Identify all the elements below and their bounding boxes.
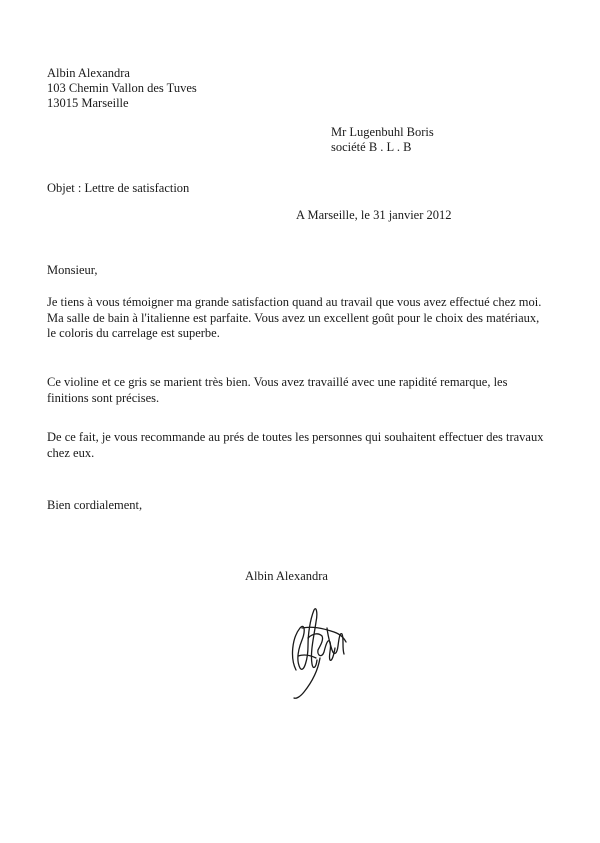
place-date: A Marseille, le 31 janvier 2012 bbox=[296, 208, 452, 222]
recipient-company: société B . L . B bbox=[331, 140, 412, 154]
sender-street: 103 Chemin Vallon des Tuves bbox=[47, 81, 197, 95]
paragraph-line: De ce fait, je vous recommande au prés de toutes les personnes qui souhaitent effectuer des travaux bbox=[47, 430, 544, 444]
paragraph-3 bbox=[47, 430, 543, 461]
paragraph-line: Je tiens à vous témoigner ma grande satisfaction quand au travail que vous avez effectué chez moi. bbox=[47, 295, 542, 309]
paragraph-line: chez eux. bbox=[47, 445, 95, 460]
paragraph-line: Ma salle de bain à l'italienne est parfaite. Vous avez un excellent goût pour le choix des matériaux, bbox=[47, 310, 540, 325]
salutation: Monsieur, bbox=[47, 263, 98, 277]
paragraph-2 bbox=[47, 375, 507, 406]
subject-line: Objet : Lettre de satisfaction bbox=[47, 181, 190, 195]
paragraph-line: finitions sont précises. bbox=[47, 390, 160, 405]
sender-address bbox=[47, 66, 197, 111]
recipient-address bbox=[331, 125, 434, 155]
signer-name: Albin Alexandra bbox=[245, 569, 328, 583]
closing: Bien cordialement, bbox=[47, 498, 143, 512]
sender-city: 13015 Marseille bbox=[47, 96, 129, 110]
paragraph-line: Ce violine et ce gris se marient très bien. Vous avez travaillé avec une rapidité remarque, les bbox=[47, 375, 508, 389]
recipient-name: Mr Lugenbuhl Boris bbox=[331, 125, 434, 139]
paragraph-1 bbox=[47, 295, 541, 342]
paragraph-line: le coloris du carrelage est superbe. bbox=[47, 326, 220, 340]
sender-name: Albin Alexandra bbox=[47, 66, 130, 80]
signature-icon bbox=[282, 598, 352, 703]
